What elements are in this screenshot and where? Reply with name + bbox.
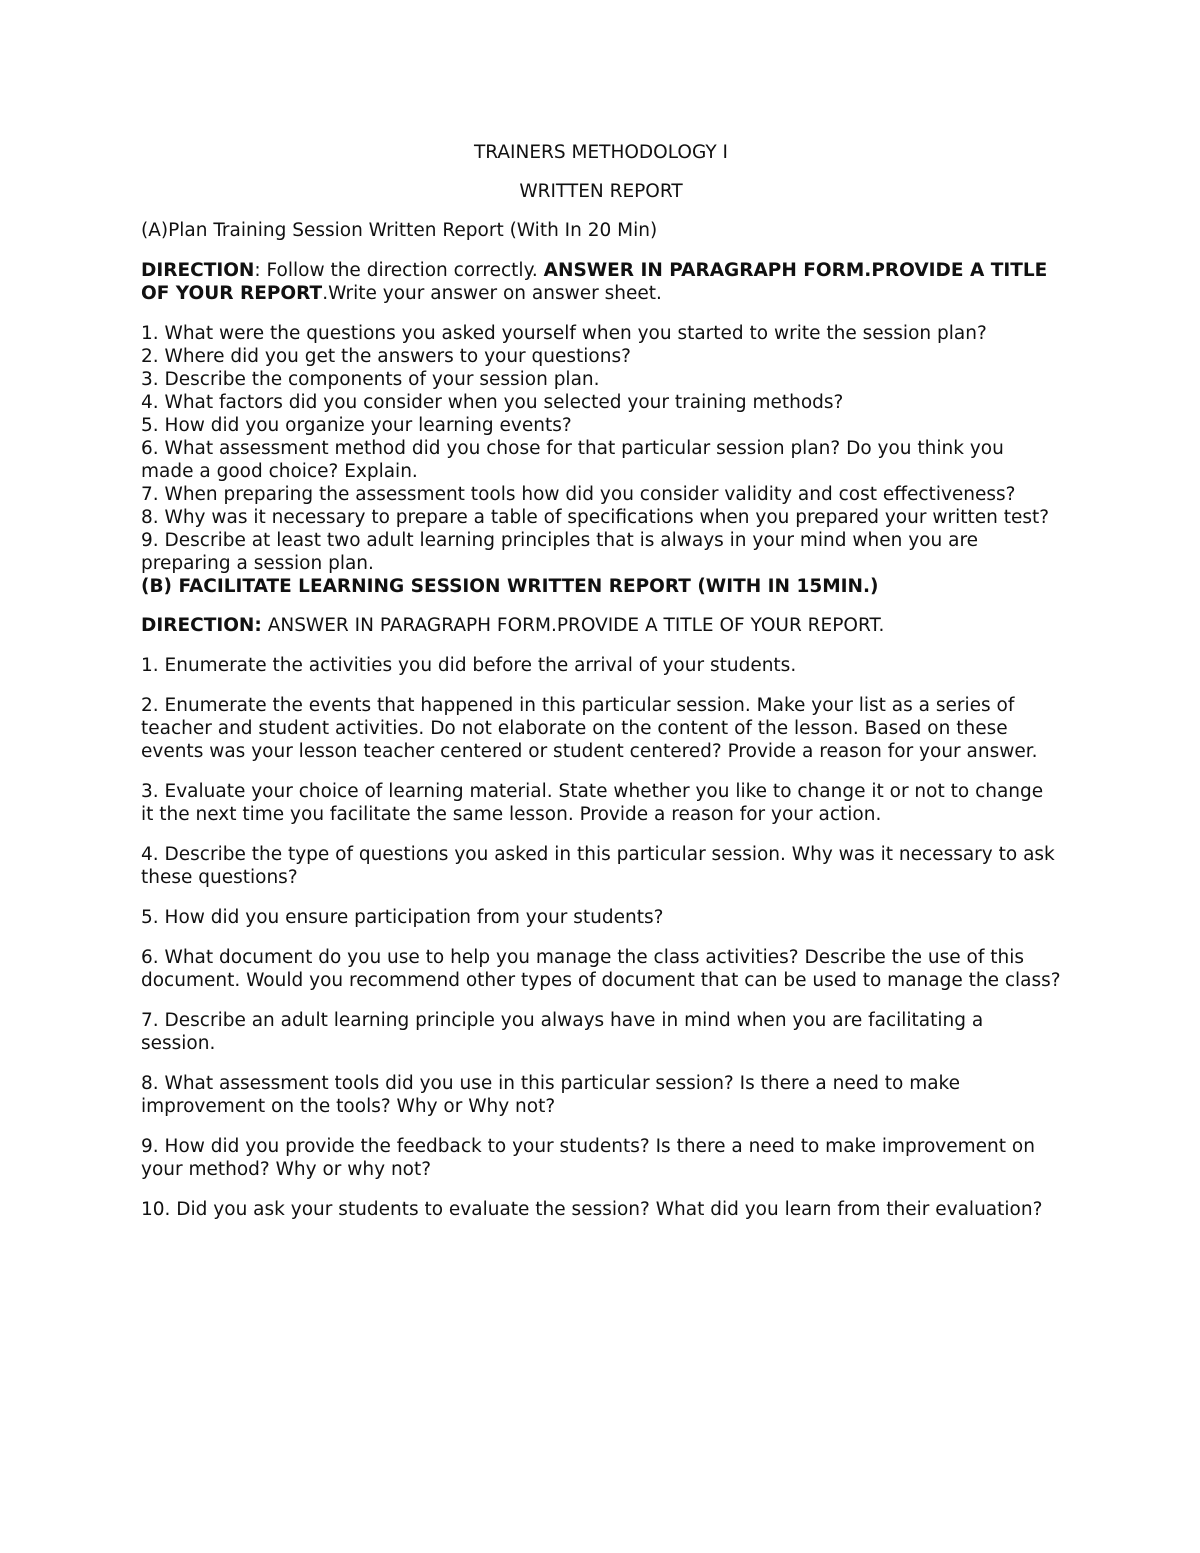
direction-label: DIRECTION: xyxy=(141,615,262,636)
list-item: 7. When preparing the assessment tools how did you consider validity and cost effectiveness? xyxy=(141,484,1016,505)
direction-tail: .Write your answer on answer sheet. xyxy=(322,283,662,304)
list-item: 1. Enumerate the activities you did before the arrival of your students. xyxy=(141,655,797,676)
document-subtitle: WRITTEN REPORT xyxy=(519,181,683,202)
section-b-heading-text: (B) FACILITATE LEARNING SESSION WRITTEN REPORT (WITH IN 15MIN.) xyxy=(141,576,879,597)
section-a-question-list xyxy=(141,322,1061,575)
list-item: 5. How did you ensure participation from your students? xyxy=(141,907,664,928)
direction-label: DIRECTION xyxy=(141,260,255,281)
list-item: 3. Describe the components of your session plan. xyxy=(141,369,600,390)
list-item: 1. What were the questions you asked yourself when you started to write the session plan? xyxy=(141,323,987,344)
section-b-direction xyxy=(141,614,1061,637)
direction-text: Follow the direction correctly. xyxy=(266,260,544,281)
document-page xyxy=(141,141,1061,1238)
section-b-heading xyxy=(141,575,1061,598)
list-item: 8. What assessment tools did you use in this particular session? Is there a need to make improvement on the tools? Why or Why not? xyxy=(141,1073,960,1117)
list-item: 8. Why was it necessary to prepare a table of specifications when you prepared your written test? xyxy=(141,507,1050,528)
list-item: 4. What factors did you consider when you selected your training methods? xyxy=(141,392,844,413)
section-a-heading: (A)Plan Training Session Written Report (With In 20 Min) xyxy=(141,220,658,241)
list-item: 2. Enumerate the events that happened in this particular session. Make your list as a series of teacher and student activities. Do not elaborate on the content of the lesson. Based on these events was your lesson teacher centered or student centered? Provide a reason for your answer. xyxy=(141,695,1038,762)
list-item: 5. How did you organize your learning events? xyxy=(141,415,572,436)
list-item: 9. Describe at least two adult learning principles that is always in your mind when you are preparing a session plan. xyxy=(141,530,979,574)
direction-text: ANSWER IN PARAGRAPH FORM.PROVIDE A TITLE OF YOUR REPORT. xyxy=(261,615,885,636)
section-a-direction xyxy=(141,259,1061,305)
list-item: 2. Where did you get the answers to your questions? xyxy=(141,346,631,367)
section-b-question-list xyxy=(141,654,1061,1221)
list-item: 6. What document do you use to help you manage the class activities? Describe the use of this document. Would you recommend other types of document that can be used to manage the class? xyxy=(141,947,1061,991)
list-item: 6. What assessment method did you chose for that particular session plan? Do you think you made a good choice? Explain. xyxy=(141,438,1004,482)
list-item: 10. Did you ask your students to evaluate the session? What did you learn from their evaluation? xyxy=(141,1199,1043,1220)
direction-emphasis: ANSWER IN PARAGRAPH FORM.PROVIDE A TITLE OF YOUR REPORT xyxy=(141,260,1048,304)
document-title: TRAINERS METHODOLOGY I xyxy=(473,142,728,163)
list-item: 3. Evaluate your choice of learning material. State whether you like to change it or not to change it the next time you facilitate the same lesson. Provide a reason for your action. xyxy=(141,781,1044,825)
direction-separator: : xyxy=(254,260,267,281)
list-item: 9. How did you provide the feedback to your students? Is there a need to make improvement on your method? Why or why not? xyxy=(141,1136,1035,1180)
list-item: 4. Describe the type of questions you asked in this particular session. Why was it necessary to ask these questions? xyxy=(141,844,1055,888)
list-item: 7. Describe an adult learning principle you always have in mind when you are facilitating a session. xyxy=(141,1010,984,1054)
